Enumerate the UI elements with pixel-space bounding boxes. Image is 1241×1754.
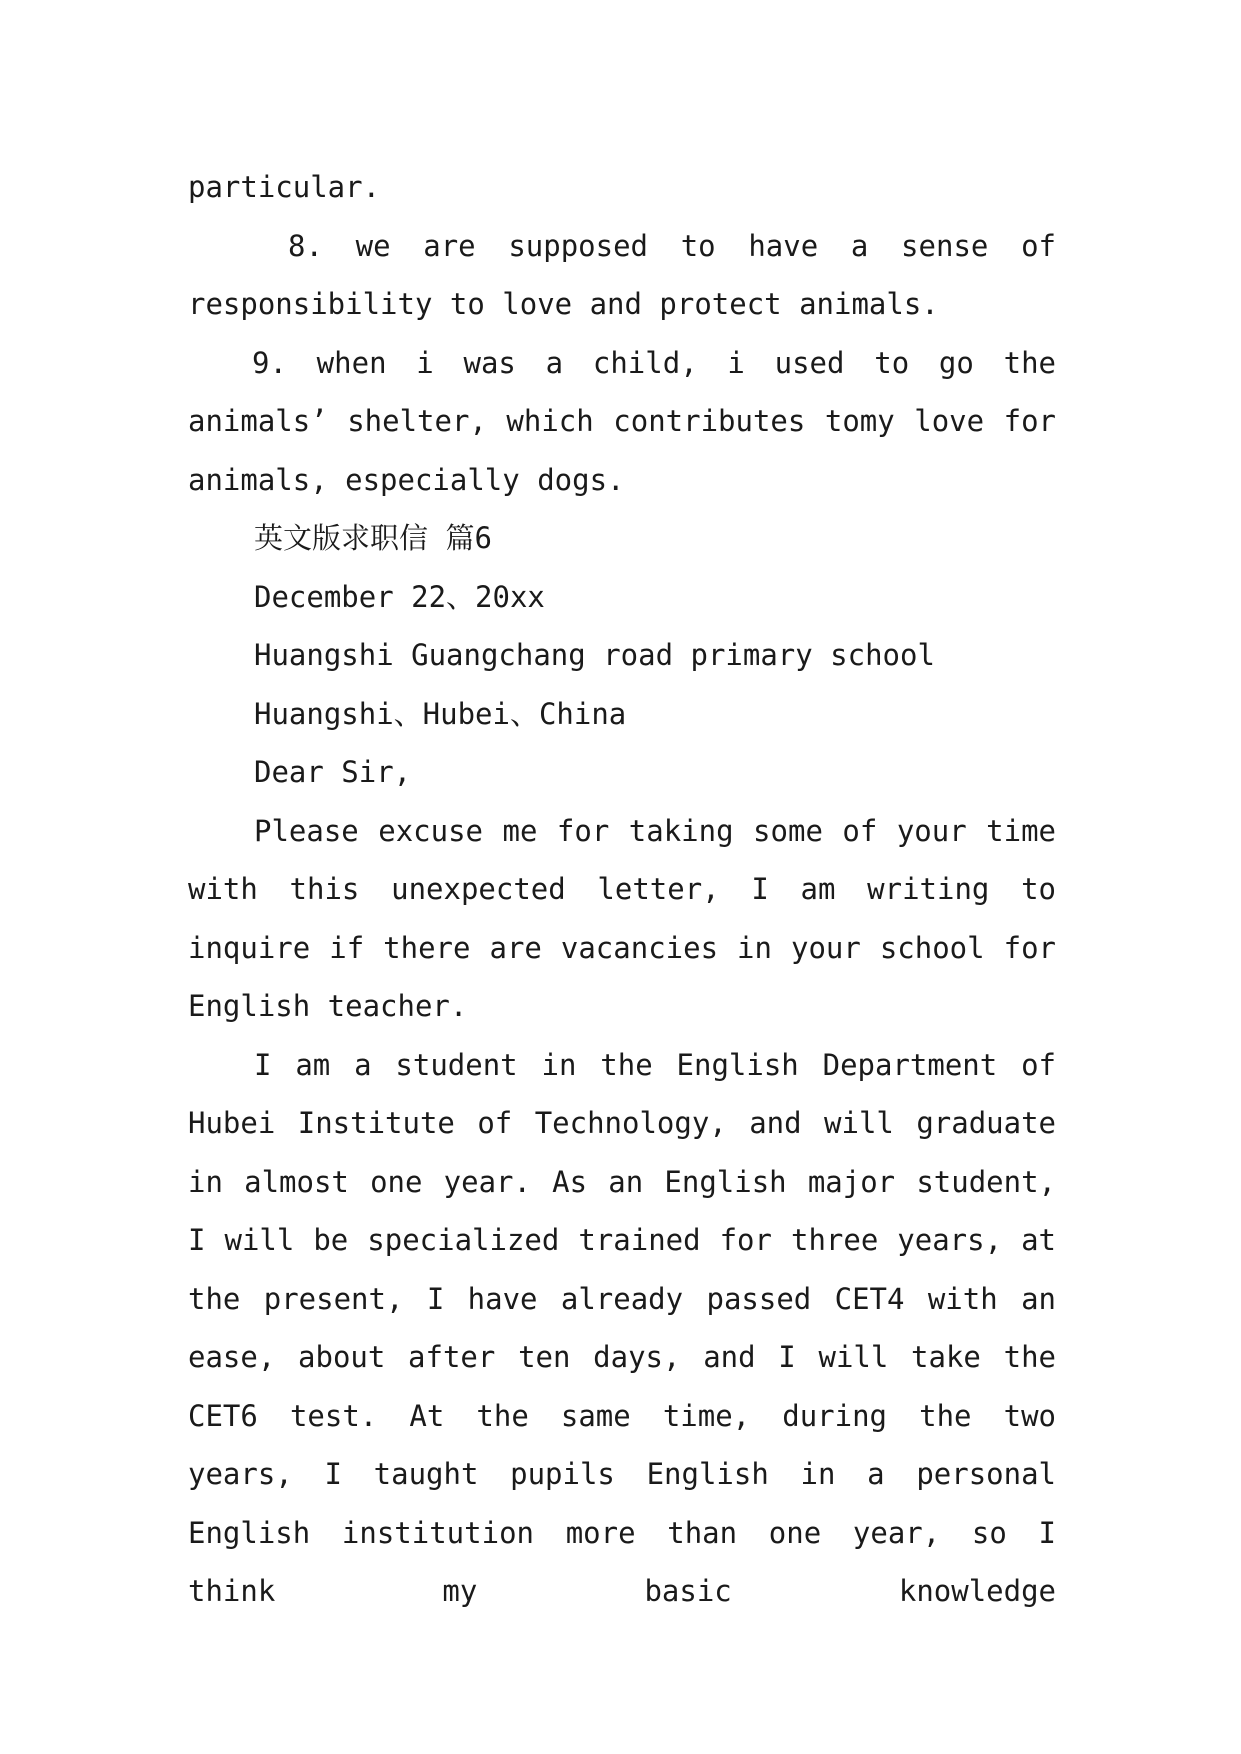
- letter-paragraph-background: I am a student in the English Department of Hubei Institute of Technology, and will graduate in almost one year. As an English major student, I will be specialized trained for three years, at the present, I have already passed CET4 with an ease, about after ten days, and I will take the CET6 test. At the same time, during the two years, I taught pupils English in a personal English institution more than one year, so I think my basic knowledge: [188, 1047, 1056, 1608]
- paragraph-item-8: 8. we are supposed to have a sense of responsibility to love and protect animals.: [188, 228, 1056, 321]
- paragraph-item-9: 9. when i was a child, i used to go the animals’ shelter, which contributes tomy love for animals, especially dogs.: [188, 345, 1056, 497]
- section-heading: 英文版求职信 篇6: [254, 521, 492, 555]
- letter-date: December 22、20xx: [254, 579, 545, 614]
- recipient-school: Huangshi Guangchang road primary school: [254, 638, 935, 672]
- paragraph-continuation: particular.: [188, 170, 381, 204]
- salutation: Dear Sir,: [254, 755, 412, 789]
- document-body: [188, 158, 1056, 1621]
- letter-paragraph-intro: Please excuse me for taking some of your time with this unexpected letter, I am writing to inquire if there are vacancies in your school for English teacher.: [188, 813, 1056, 1023]
- recipient-address: Huangshi、Hubei、China: [254, 696, 627, 731]
